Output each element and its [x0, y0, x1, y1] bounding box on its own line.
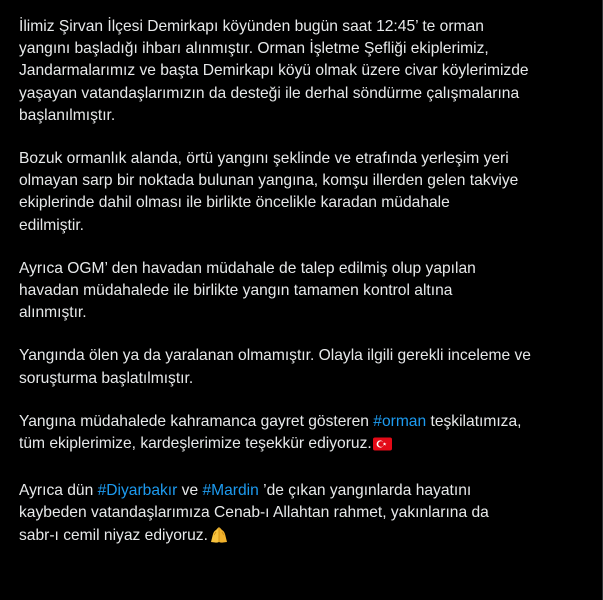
text-line: havadan müdahalede ile birlikte yangın tamamen kontrol altına: [19, 282, 453, 300]
text-segment: Ayrıca dün: [19, 482, 98, 500]
paragraph-1: [19, 16, 588, 127]
paragraph-3: [19, 258, 588, 325]
paragraph-6: [19, 480, 588, 551]
text-line: kaybeden vatandaşlarımıza Cenab-ı Allahtan rahmet, yakınlarına da: [19, 504, 489, 522]
text-line: İlimiz Şirvan İlçesi Demirkapı köyünden bugün saat 12:45’ te orman: [19, 18, 484, 35]
text-line: olmayan sarp bir noktada bulunan yangına, komşu illerden gelen takviye: [19, 172, 519, 190]
text-line: Bozuk ormanlık alanda, örtü yangını şeklinde ve etrafında yerleşim yeri: [19, 150, 509, 168]
text-line: soruşturma başlatılmıştır.: [19, 369, 194, 387]
text-segment: sabr-ı cemil niyaz ediyoruz.: [19, 526, 208, 544]
paragraph-4: [19, 345, 588, 389]
praying-hands-icon: [209, 526, 229, 551]
text-segment: teşkilatımıza,: [426, 412, 522, 430]
text-line: yaşayan vatandaşlarımızın da desteği ile derhal söndürme çalışmalarına: [19, 84, 520, 102]
text-line: alınmıştır.: [19, 304, 87, 322]
hashtag-link-mardin[interactable]: #Mardin: [202, 482, 259, 500]
paragraph-5: [19, 411, 588, 459]
text-line: yangını başladığı ihbarı alınmıştır. Orman İşletme Şefliği ekiplerimiz,: [19, 40, 489, 58]
text-segment: ve: [177, 482, 203, 500]
text-line: [19, 433, 588, 459]
turkish-flag-icon: [373, 436, 392, 459]
text-line: edilmiştir.: [19, 216, 84, 234]
text-line: Yangında ölen ya da yaralanan olmamıştır. Olayla ilgili gerekli inceleme ve: [19, 347, 531, 365]
hashtag-link-diyarbakir[interactable]: #Diyarbakır: [97, 482, 178, 500]
text-line: [19, 411, 588, 433]
text-line: [19, 480, 588, 502]
text-line: Jandarmalarımız ve başta Demirkapı köyü olmak üzere civar köylerimizde: [19, 62, 529, 80]
text-segment: Yangına müdahalede kahramanca gayret gösteren: [19, 412, 374, 430]
text-line: ekiplerinde dahil olması ile birlikte öncelikle karadan müdahale: [19, 194, 450, 212]
text-line: başlanılmıştır.: [19, 106, 116, 124]
paragraph-2: [19, 148, 588, 237]
text-line: Ayrıca OGM’ den havadan müdahale de talep edilmiş olup yapılan: [19, 259, 476, 277]
text-segment: tüm ekiplerimize, kardeşlerimize teşekkür ediyoruz.: [19, 435, 372, 453]
text-line: [19, 525, 588, 551]
text-segment: ’de çıkan yangınlarda hayatını: [258, 482, 472, 500]
tweet-text: [19, 16, 588, 551]
hashtag-link-orman[interactable]: #orman: [373, 412, 427, 430]
